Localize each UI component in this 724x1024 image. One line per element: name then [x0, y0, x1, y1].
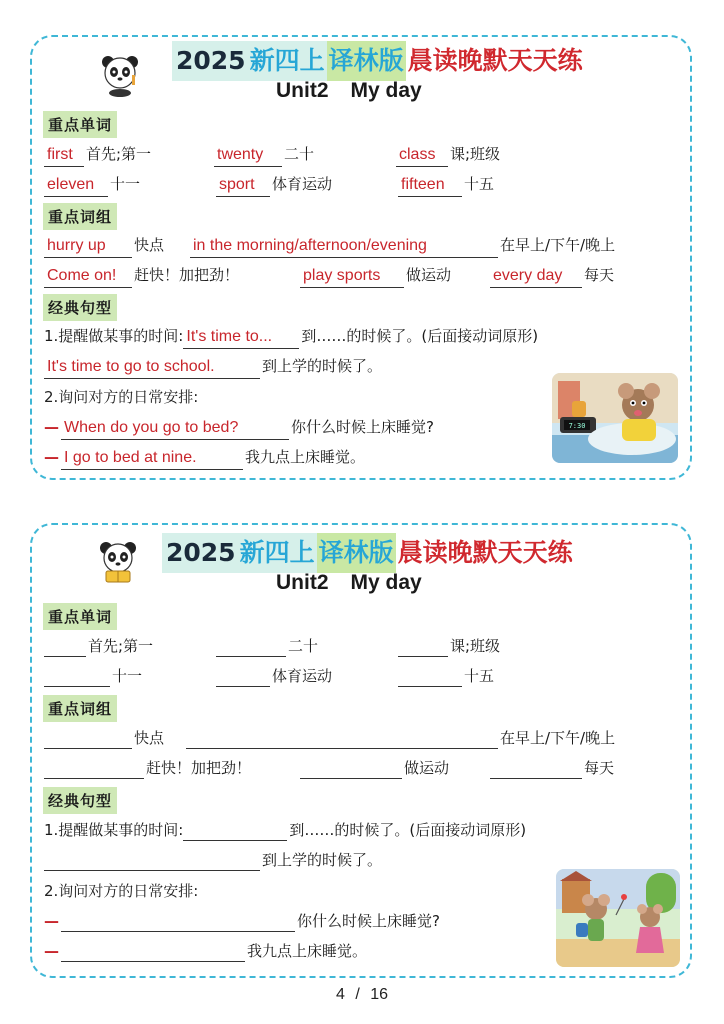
answer-fill: fifteen [398, 174, 462, 197]
blank-line[interactable] [44, 637, 86, 657]
answer-fill: in the morning/afternoon/evening [190, 235, 498, 258]
blank-line[interactable] [186, 729, 498, 749]
phrase-meaning: 做运动 [406, 266, 452, 284]
page-title [162, 533, 573, 573]
blank-line[interactable] [216, 637, 286, 657]
unit-name: My day [350, 79, 422, 102]
panda-icon [98, 53, 142, 97]
word-meaning: 课;班级 [450, 145, 501, 163]
phrase-row-1b [190, 234, 615, 258]
blank-line[interactable] [300, 759, 402, 779]
title-year: 2025 [172, 41, 250, 81]
question-meaning: 你什么时候上床睡觉? [297, 912, 440, 930]
answer-fill: class [396, 144, 448, 167]
unit-name: My day [350, 571, 422, 594]
word-row-2 [44, 173, 140, 197]
phrase-row-1 [44, 234, 164, 258]
title-year: 2025 [162, 533, 240, 573]
word-meaning: 十五 [464, 667, 495, 685]
blank-line[interactable] [398, 667, 462, 687]
answer-meaning: 我九点上床睡觉。 [245, 448, 366, 466]
phrase-row-2b [300, 757, 449, 781]
sentence-example-1 [44, 849, 382, 873]
section-words: 重点单词 [43, 111, 117, 138]
word-meaning: 十五 [464, 175, 495, 193]
sentence-prompt-1 [44, 325, 538, 349]
dialog-answer [44, 940, 367, 964]
phrase-row-2b [300, 264, 451, 288]
blank-line[interactable] [44, 667, 110, 687]
dash-mark: — [44, 448, 59, 466]
worksheet-card-blank [30, 523, 692, 978]
phrase-meaning: 在早上/下午/晚上 [500, 729, 616, 747]
dialog-question [44, 910, 440, 934]
blank-line[interactable] [44, 729, 132, 749]
unit-heading [276, 79, 444, 103]
phrase-meaning: 每天 [584, 266, 615, 284]
phrase-meaning: 赶快！加把劲！ [134, 266, 240, 284]
word-meaning: 十一 [110, 175, 141, 193]
page-number [0, 986, 724, 1004]
word-row-2 [44, 665, 142, 689]
answer-fill: I go to bed at nine. [61, 447, 243, 470]
mouse-in-bed-image [552, 373, 678, 463]
answer-fill: play sports [300, 265, 404, 288]
phrase-meaning: 每天 [584, 759, 615, 777]
answer-fill: Come on! [44, 265, 132, 288]
section-phrases: 重点词组 [43, 695, 117, 722]
blank-line[interactable] [398, 637, 448, 657]
word-meaning: 首先;第一 [88, 637, 154, 655]
section-phrases: 重点词组 [43, 203, 117, 230]
page-separator: / [355, 986, 360, 1003]
section-words: 重点单词 [43, 603, 117, 630]
word-row-2b [216, 665, 332, 689]
phrase-row-2c [490, 264, 614, 288]
answer-fill: every day [490, 265, 582, 288]
word-meaning: 二十 [288, 637, 319, 655]
word-meaning: 体育运动 [272, 175, 333, 193]
title-grade: 新四上 [240, 533, 317, 573]
unit-label: Unit2 [276, 79, 329, 102]
word-meaning: 首先;第一 [86, 145, 152, 163]
answer-fill: twenty [214, 144, 282, 167]
title-version: 译林版 [327, 41, 406, 81]
word-row-1b [214, 143, 314, 167]
word-row-1 [44, 143, 151, 167]
dash-mark: — [44, 418, 59, 436]
word-meaning: 体育运动 [272, 667, 333, 685]
phrase-meaning: 快点 [134, 236, 165, 254]
sentence-prompt-1 [44, 819, 526, 843]
blank-line[interactable] [490, 759, 582, 779]
answer-fill: sport [216, 174, 270, 197]
word-meaning: 课;班级 [450, 637, 501, 655]
word-row-1b [216, 635, 318, 659]
answer-fill: It's time to... [183, 326, 299, 349]
dash-mark: — [44, 942, 59, 960]
dash-mark: — [44, 912, 59, 930]
blank-line[interactable] [183, 821, 287, 841]
section-sentences: 经典句型 [43, 294, 117, 321]
title-rest: 晨读晚默天天练 [397, 538, 573, 567]
blank-line[interactable] [216, 667, 270, 687]
mice-walking-image [556, 869, 680, 967]
clock-display: 7:30 [568, 422, 586, 430]
example-meaning: 到上学的时候了。 [262, 357, 383, 375]
blank-line[interactable] [44, 851, 260, 871]
word-row-2b [216, 173, 332, 197]
sentence-prompt-2: 2.询问对方的日常安排: [44, 388, 199, 406]
word-meaning: 十一 [112, 667, 143, 685]
unit-heading [276, 571, 444, 595]
page-current: 4 [335, 986, 345, 1003]
answer-fill: first [44, 144, 84, 167]
phrase-row-2 [44, 264, 239, 288]
title-grade: 新四上 [250, 41, 327, 81]
page-total: 16 [370, 986, 389, 1003]
phrase-row-1b [186, 727, 615, 751]
word-row-1 [44, 635, 153, 659]
blank-line[interactable] [61, 942, 245, 962]
word-row-1c [398, 635, 500, 659]
panda-reading-icon [96, 539, 140, 583]
word-meaning: 二十 [284, 145, 315, 163]
phrase-row-1 [44, 727, 164, 751]
blank-line[interactable] [44, 759, 144, 779]
blank-line[interactable] [61, 912, 295, 932]
phrase-meaning: 赶快！加把劲！ [146, 759, 252, 777]
prompt-tail: 到……的时候了。(后面接动词原形) [301, 327, 539, 345]
phrase-meaning: 快点 [134, 729, 165, 747]
sentence-example-1 [44, 355, 382, 379]
prompt-tail: 到……的时候了。(后面接动词原形) [289, 821, 527, 839]
phrase-row-2c [490, 757, 614, 781]
prompt-text: 1.提醒做某事的时间: [44, 327, 184, 345]
title-rest: 晨读晚默天天练 [407, 46, 583, 75]
phrase-meaning: 在早上/下午/晚上 [500, 236, 616, 254]
word-row-2c [398, 173, 494, 197]
dialog-answer [44, 446, 365, 470]
prompt-text: 1.提醒做某事的时间: [44, 821, 184, 839]
word-row-2c [398, 665, 494, 689]
answer-fill: eleven [44, 174, 108, 197]
sentence-prompt-2: 2.询问对方的日常安排: [44, 882, 199, 900]
answer-fill: It's time to go to school. [44, 356, 260, 379]
example-meaning: 到上学的时候了。 [262, 851, 383, 869]
unit-label: Unit2 [276, 571, 329, 594]
answer-fill: When do you go to bed? [61, 417, 289, 440]
word-row-1c [396, 143, 500, 167]
phrase-meaning: 做运动 [404, 759, 450, 777]
answer-fill: hurry up [44, 235, 132, 258]
page-title [172, 41, 583, 81]
question-meaning: 你什么时候上床睡觉? [291, 418, 434, 436]
dialog-question [44, 416, 434, 440]
title-version: 译林版 [317, 533, 396, 573]
worksheet-card-answers [30, 35, 692, 480]
answer-meaning: 我九点上床睡觉。 [247, 942, 368, 960]
section-sentences: 经典句型 [43, 787, 117, 814]
phrase-row-2 [44, 757, 251, 781]
